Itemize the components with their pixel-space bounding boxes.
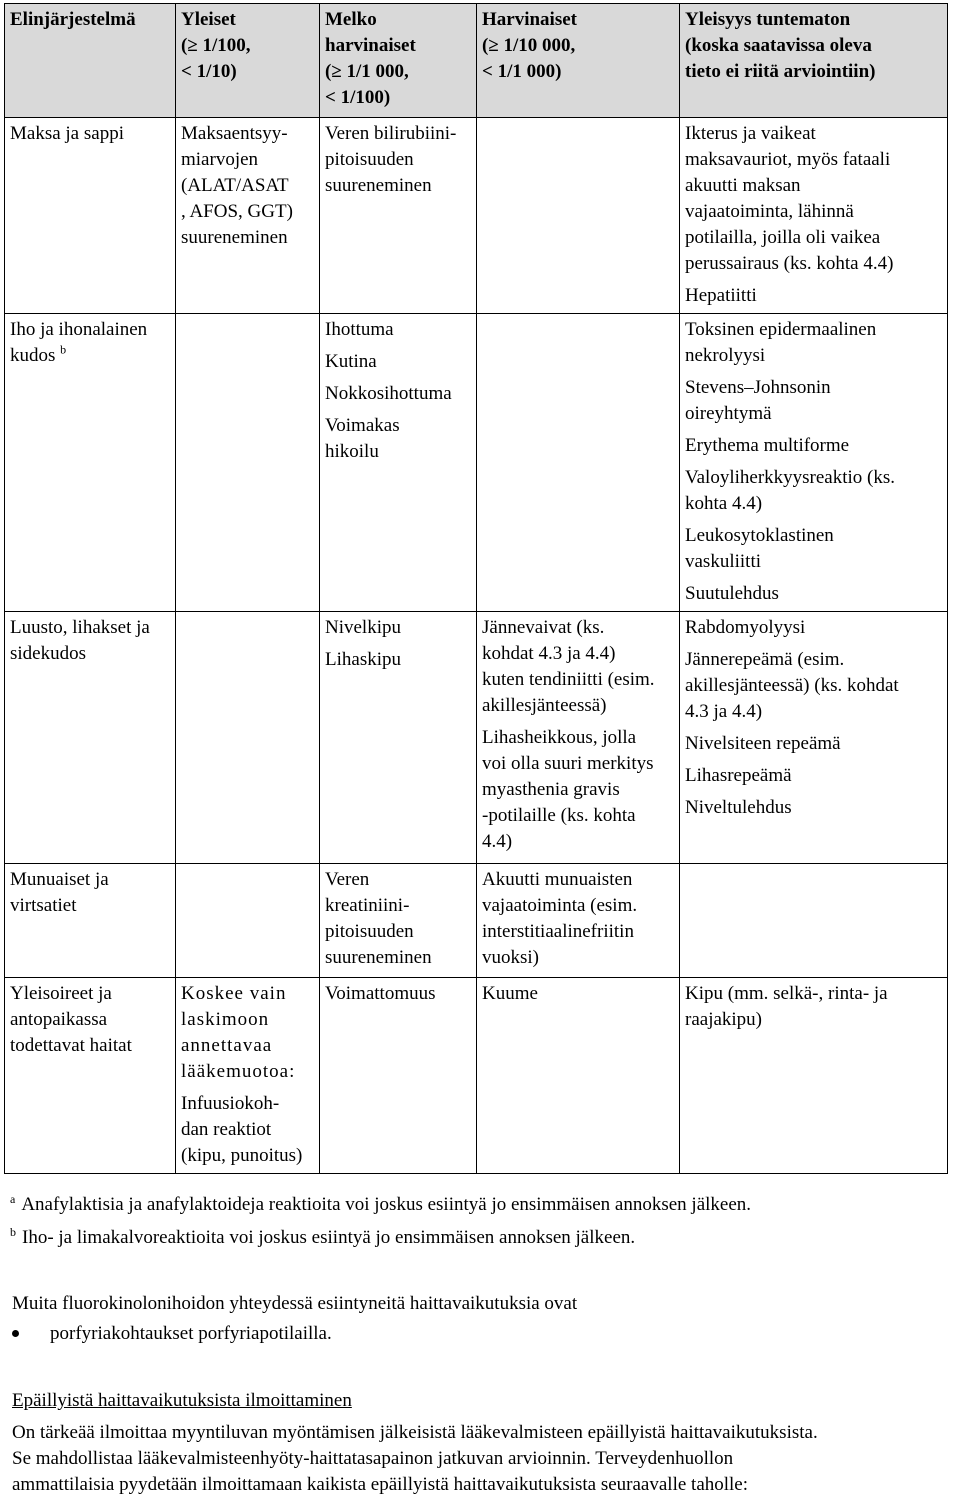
cell-line: todettavat haitat <box>10 1035 132 1056</box>
cell-paragraph <box>685 523 943 575</box>
cell-line: Jännerepeämä (esim. <box>685 649 845 670</box>
cell-line: Kutina <box>325 351 377 372</box>
uncommon-cell <box>320 118 477 314</box>
reporting-line-2: Se mahdollistaa lääkevalmisteenhyöty-haittatasapainon jatkuvan arvioinnin. Terveydenhuollon <box>12 1448 734 1469</box>
cell-line: Leukosytoklastinen <box>685 525 834 546</box>
cell-line: Ikterus ja vaikeat <box>685 123 816 144</box>
cell-paragraph <box>685 731 943 757</box>
cell-line: raajakipu) <box>685 1009 763 1030</box>
cell-paragraph <box>325 381 472 407</box>
header-line: harvinaiset <box>325 35 416 56</box>
uncommon-cell <box>320 864 477 978</box>
table-row <box>5 612 948 864</box>
header-uncommon <box>320 4 477 118</box>
cell-line: Veren <box>325 869 370 890</box>
cell-paragraph <box>10 867 171 919</box>
cell-paragraph <box>325 615 472 641</box>
cell-paragraph <box>181 121 315 251</box>
cell-paragraph <box>685 121 943 277</box>
cell-paragraph <box>685 581 943 607</box>
uncommon-cell <box>320 314 477 612</box>
cell-line: kuten tendiniitti (esim. <box>482 669 655 690</box>
cell-paragraph <box>325 413 472 465</box>
cell-paragraph <box>325 121 472 199</box>
cell-line: suureneminen <box>181 227 288 248</box>
cell-paragraph <box>685 465 943 517</box>
common-cell <box>176 612 320 864</box>
adverse-reactions-table <box>4 3 948 1174</box>
cell-line: Infuusiokoh- <box>181 1093 280 1114</box>
cell-line: vajaatoiminta, lähinnä <box>685 201 854 222</box>
cell-line: kohta 4.4) <box>685 493 763 514</box>
cell-line: kreatiniini- <box>325 895 410 916</box>
cell-line: Stevens–Johnsonin <box>685 377 831 398</box>
unknown-frequency-cell <box>680 612 948 864</box>
cell-paragraph <box>685 763 943 789</box>
cell-paragraph <box>325 647 472 673</box>
bullet-text: porfyriakohtaukset porfyriapotilailla. <box>50 1323 332 1344</box>
table-row <box>5 978 948 1174</box>
cell-line: 4.3 ja 4.4) <box>685 701 763 722</box>
cell-line: oireyhtymä <box>685 403 772 424</box>
cell-paragraph <box>685 375 943 427</box>
cell-paragraph <box>10 317 171 369</box>
cell-paragraph <box>325 349 472 375</box>
cell-paragraph <box>482 981 675 1007</box>
reporting-line-1: On tärkeää ilmoittaa myyntiluvan myöntämisen jälkeisistä lääkevalmisteen epäillyistä haittavaikutuksista. <box>12 1422 818 1443</box>
footnote-text: Anafylaktisia ja anafylaktoideja reaktioita voi joskus esiintyä jo ensimmäisen annoksen jälkeen. <box>21 1194 752 1215</box>
table-body <box>5 118 948 1174</box>
reporting-line-3: ammattilaisia pyydetään ilmoittamaan kaikista epäillyistä haittavaikutuksista seuraavalle taholle: <box>12 1474 749 1495</box>
cell-paragraph <box>181 1091 315 1169</box>
cell-line: pitoisuuden <box>325 149 414 170</box>
cell-line: Hepatiitti <box>685 285 757 306</box>
cell-line: , AFOS, GGT) <box>181 201 293 222</box>
cell-line: maksavauriot, myös fataali <box>685 149 891 170</box>
cell-paragraph <box>685 317 943 369</box>
footnote-text: Iho- ja limakalvoreaktioita voi joskus esiintyä jo ensimmäisen annoksen jälkeen. <box>22 1227 636 1248</box>
other-effects-intro: Muita fluorokinolonihoidon yhteydessä esiintyneitä haittavaikutuksia ovat <box>12 1293 578 1314</box>
rare-cell <box>477 314 680 612</box>
cell-line: Lihasheikkous, jolla <box>482 727 637 748</box>
cell-line: potilailla, joilla oli vaikea <box>685 227 881 248</box>
cell-line <box>10 343 171 369</box>
cell-line: Kipu (mm. selkä-, rinta- ja <box>685 983 888 1004</box>
cell-line: perussairaus (ks. kohta 4.4) <box>685 253 894 274</box>
cell-line: interstitiaalinefriitin <box>482 921 634 942</box>
cell-line: Voimakas <box>325 415 400 436</box>
uncommon-cell <box>320 978 477 1174</box>
cell-paragraph <box>482 615 675 719</box>
header-line: (koska saatavissa oleva <box>685 35 872 56</box>
cell-line: Suutulehdus <box>685 583 779 604</box>
cell-line: Akuutti munuaisten <box>482 869 633 890</box>
organ-system-cell <box>5 978 176 1174</box>
cell-line: Lihasrepeämä <box>685 765 792 786</box>
table-row <box>5 864 948 978</box>
header-line: Yleisyys tuntematon <box>685 9 851 30</box>
common-cell <box>176 978 320 1174</box>
table-header-row <box>5 4 948 118</box>
cell-paragraph <box>685 433 943 459</box>
cell-line: vuoksi) <box>482 947 539 968</box>
organ-system-cell <box>5 314 176 612</box>
reporting-heading: Epäillyistä haittavaikutuksista ilmoittaminen <box>12 1390 352 1411</box>
cell-line-text: kudos <box>10 345 56 366</box>
common-cell <box>176 314 320 612</box>
cell-line: Luusto, lihakset ja <box>10 617 150 638</box>
header-frequency-unknown <box>680 4 948 118</box>
cell-paragraph <box>325 981 472 1007</box>
cell-paragraph <box>685 615 943 641</box>
cell-line: Maksa ja sappi <box>10 123 124 144</box>
cell-line: Erythema multiforme <box>685 435 850 456</box>
footnote-mark: b <box>10 1224 16 1239</box>
cell-line: voi olla suuri merkitys <box>482 753 654 774</box>
cell-line: Valoyliherkkyysreaktio (ks. <box>685 467 896 488</box>
cell-paragraph <box>325 867 472 971</box>
cell-line: miarvojen <box>181 149 259 170</box>
organ-system-cell <box>5 118 176 314</box>
header-line: (≥ 1/100, <box>181 35 251 56</box>
cell-paragraph <box>685 647 943 725</box>
cell-line: Jännevaivat (ks. <box>482 617 605 638</box>
cell-line: Ihottuma <box>325 319 394 340</box>
cell-line: 4.4) <box>482 831 513 852</box>
cell-line: pitoisuuden <box>325 921 414 942</box>
cell-line: -potilaille (ks. kohta <box>482 805 636 826</box>
footnote-b <box>10 1225 635 1251</box>
cell-line: laskimoon <box>181 1009 270 1030</box>
cell-line: nekrolyysi <box>685 345 766 366</box>
header-line: (≥ 1/1 000, <box>325 61 409 82</box>
cell-line: kohdat 4.3 ja 4.4) <box>482 643 616 664</box>
rare-cell <box>477 864 680 978</box>
cell-paragraph <box>482 725 675 855</box>
header-common <box>176 4 320 118</box>
header-line: tieto ei riitä arviointiin) <box>685 61 876 82</box>
table-row <box>5 118 948 314</box>
common-cell <box>176 118 320 314</box>
cell-paragraph <box>10 121 171 147</box>
header-line: (≥ 1/10 000, <box>482 35 576 56</box>
cell-line: sidekudos <box>10 643 86 664</box>
header-rare <box>477 4 680 118</box>
cell-line: akillesjänteessä) <box>482 695 607 716</box>
cell-line: Nivelsiteen repeämä <box>685 733 841 754</box>
cell-line: Nivelkipu <box>325 617 401 638</box>
cell-line: Maksaentsyy- <box>181 123 288 144</box>
cell-line: Toksinen epidermaalinen <box>685 319 877 340</box>
header-line: Elinjärjestelmä <box>10 9 136 30</box>
organ-system-cell <box>5 612 176 864</box>
header-line: < 1/1 000) <box>482 61 562 82</box>
cell-line: akuutti maksan <box>685 175 801 196</box>
cell-paragraph <box>482 867 675 971</box>
unknown-frequency-cell <box>680 978 948 1174</box>
footnote-a <box>10 1192 751 1218</box>
cell-line: Munuaiset ja <box>10 869 109 890</box>
footnote-ref: b <box>60 342 67 357</box>
header-line: < 1/100) <box>325 87 391 108</box>
cell-line: (kipu, punoitus) <box>181 1145 303 1166</box>
cell-line: dan reaktiot <box>181 1119 272 1140</box>
cell-line: virtsatiet <box>10 895 77 916</box>
rare-cell <box>477 612 680 864</box>
header-organ-system <box>5 4 176 118</box>
unknown-frequency-cell <box>680 864 948 978</box>
common-cell <box>176 864 320 978</box>
cell-paragraph <box>10 615 171 667</box>
cell-line: Yleisoireet ja <box>10 983 112 1004</box>
cell-line: lääkemuotoa: <box>181 1061 296 1082</box>
cell-line: Lihaskipu <box>325 649 401 670</box>
cell-note <box>181 981 315 1085</box>
cell-line: vaskuliitti <box>685 551 761 572</box>
unknown-frequency-cell <box>680 118 948 314</box>
cell-line: Iho ja ihonalainen <box>10 319 148 340</box>
cell-line: suureneminen <box>325 947 432 968</box>
cell-paragraph <box>685 981 943 1033</box>
cell-line: Koskee vain <box>181 983 287 1004</box>
table-row <box>5 314 948 612</box>
header-line: Melko <box>325 9 377 30</box>
cell-line: akillesjänteessä) (ks. kohdat <box>685 675 899 696</box>
cell-paragraph <box>685 795 943 821</box>
rare-cell <box>477 118 680 314</box>
organ-system-cell <box>5 864 176 978</box>
cell-line: suureneminen <box>325 175 432 196</box>
cell-paragraph <box>10 981 171 1059</box>
unknown-frequency-cell <box>680 314 948 612</box>
cell-line: myasthenia gravis <box>482 779 620 800</box>
cell-line: Kuume <box>482 983 538 1004</box>
cell-line: annettavaa <box>181 1035 273 1056</box>
cell-line: Veren bilirubiini- <box>325 123 457 144</box>
footnote-mark: a <box>10 1191 16 1206</box>
cell-paragraph <box>325 317 472 343</box>
cell-paragraph <box>685 283 943 309</box>
cell-line: vajaatoiminta (esim. <box>482 895 638 916</box>
cell-line: Rabdomyolyysi <box>685 617 806 638</box>
cell-line: Niveltulehdus <box>685 797 792 818</box>
cell-line: hikoilu <box>325 441 379 462</box>
header-line: < 1/10) <box>181 61 237 82</box>
header-line: Harvinaiset <box>482 9 577 30</box>
cell-line: Nokkosihottuma <box>325 383 452 404</box>
cell-line: Voimattomuus <box>325 983 436 1004</box>
uncommon-cell <box>320 612 477 864</box>
header-line: Yleiset <box>181 9 236 30</box>
bullet-icon <box>12 1330 19 1337</box>
rare-cell <box>477 978 680 1174</box>
cell-line: antopaikassa <box>10 1009 108 1030</box>
cell-line: (ALAT/ASAT <box>181 175 289 196</box>
